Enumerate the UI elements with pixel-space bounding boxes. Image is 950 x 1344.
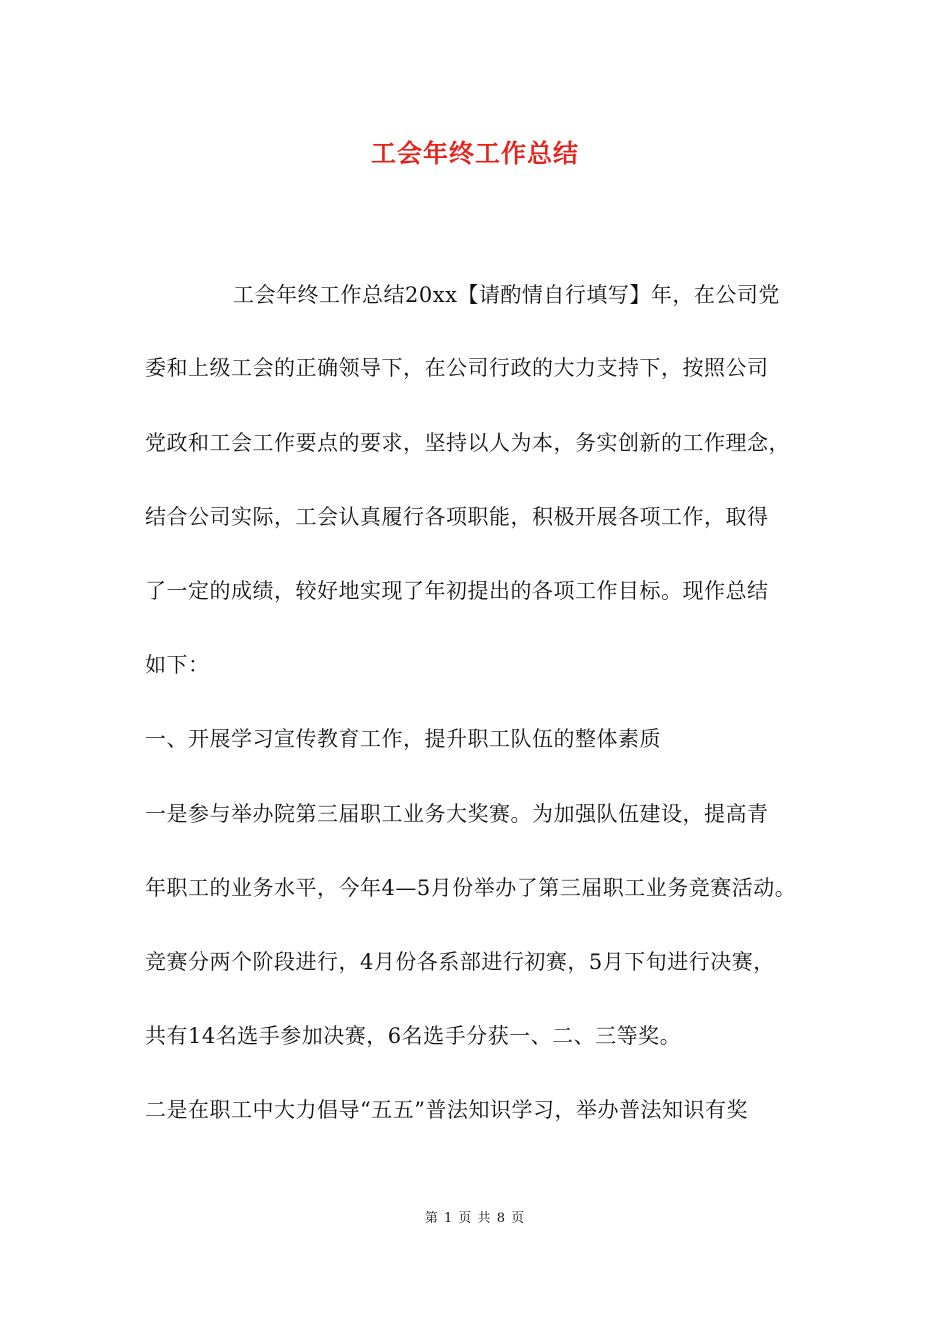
section-heading: 一、开展学习宣传教育工作，提升职工队伍的整体素质 bbox=[145, 727, 661, 751]
paragraph-line: 二是在职工中大力倡导“五五”普法知识学习，举办普法知识有奖 bbox=[145, 1098, 748, 1122]
paragraph-line: 如下： bbox=[145, 653, 210, 677]
paragraph-line: 党政和工会工作要点的要求，坚持以人为本，务实创新的工作理念， bbox=[145, 431, 790, 455]
paragraph-line: 工会年终工作总结20xx【请酌情自行填写】年，在公司党 bbox=[233, 283, 780, 307]
paragraph-line: 年职工的业务水平，今年4—5月份举办了第三届职工业务竞赛活动。 bbox=[145, 876, 797, 900]
paragraph-line: 结合公司实际，工会认真履行各项职能，积极开展各项工作，取得 bbox=[145, 505, 769, 529]
page-number-footer: 第 1 页 共 8 页 bbox=[424, 1211, 526, 1226]
paragraph-line: 一是参与举办院第三届职工业务大奖赛。为加强队伍建设，提高青 bbox=[145, 802, 769, 826]
paragraph-line: 竞赛分两个阶段进行，4月份各系部进行初赛，5月下旬进行决赛， bbox=[145, 950, 775, 974]
paragraph-line: 委和上级工会的正确领导下，在公司行政的大力支持下，按照公司 bbox=[145, 356, 769, 380]
paragraph-line: 了一定的成绩，较好地实现了年初提出的各项工作目标。现作总结 bbox=[145, 579, 769, 603]
document-title: 工会年终工作总结 bbox=[370, 139, 579, 168]
paragraph-line: 共有14名选手参加决赛，6名选手分获一、二、三等奖。 bbox=[145, 1024, 682, 1048]
